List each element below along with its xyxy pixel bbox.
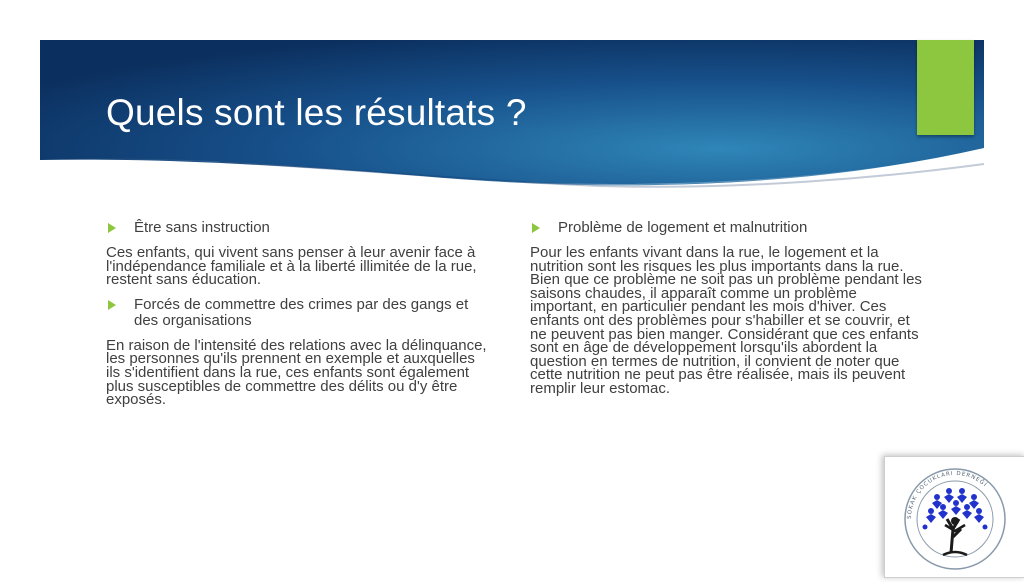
- bullet-text: Problème de logement et malnutrition: [558, 219, 808, 236]
- paragraph: Pour les enfants vivant dans la rue, le logement et la nutrition sont les risques les plus importants dans la rue. Bien que ce problème ne soit pas un problème pendant les saisons chaudes, il apparaît comme un problème important, en particulier pendant les mois d'hiver. Ces enfants ont des problèmes pour s'habiller et se couvrir, et ne peuvent pas bien manger. Considérant que ces enfants sont en âge de développement lorsqu'ils abordent la question en termes de nutrition, il convient de noter que cette nutrition ne peut pas être réalisée, mais ils peuvent remplir leur estomac.: [530, 244, 922, 397]
- logo-ring-text: SOKAK ÇOCUKLARI DERNEĞİ: [906, 470, 988, 520]
- bullet-item: [106, 297, 490, 329]
- slide-title: Quels sont les résultats ?: [106, 92, 527, 133]
- bullet-item: [106, 220, 490, 236]
- bullet-arrow-icon: [108, 223, 116, 233]
- logo-box: [884, 456, 1024, 578]
- bullet-text: Forcés de commettre des crimes par des gangs et des organisations: [134, 295, 469, 329]
- tree-children-icon: [885, 457, 1024, 577]
- left-column: [106, 220, 490, 417]
- bullet-item: [530, 220, 922, 236]
- bullet-arrow-icon: [532, 223, 540, 233]
- paragraph: En raison de l'intensité des relations avec la délinquance, les personnes qu'ils prennent en exemple et auxquelles ils s'identifient dans la rue, ces enfants sont également plus susceptibles de commettre des délits ou d'y être exposés.: [106, 336, 487, 409]
- accent-tab: [917, 40, 974, 135]
- right-column: [530, 220, 922, 406]
- bullet-arrow-icon: [108, 300, 116, 310]
- paragraph: Ces enfants, qui vivent sans penser à leur avenir face à l'indépendance familiale et à la liberté illimitée de la rue, restent sans éducation.: [106, 244, 477, 289]
- bullet-text: Être sans instruction: [134, 219, 270, 236]
